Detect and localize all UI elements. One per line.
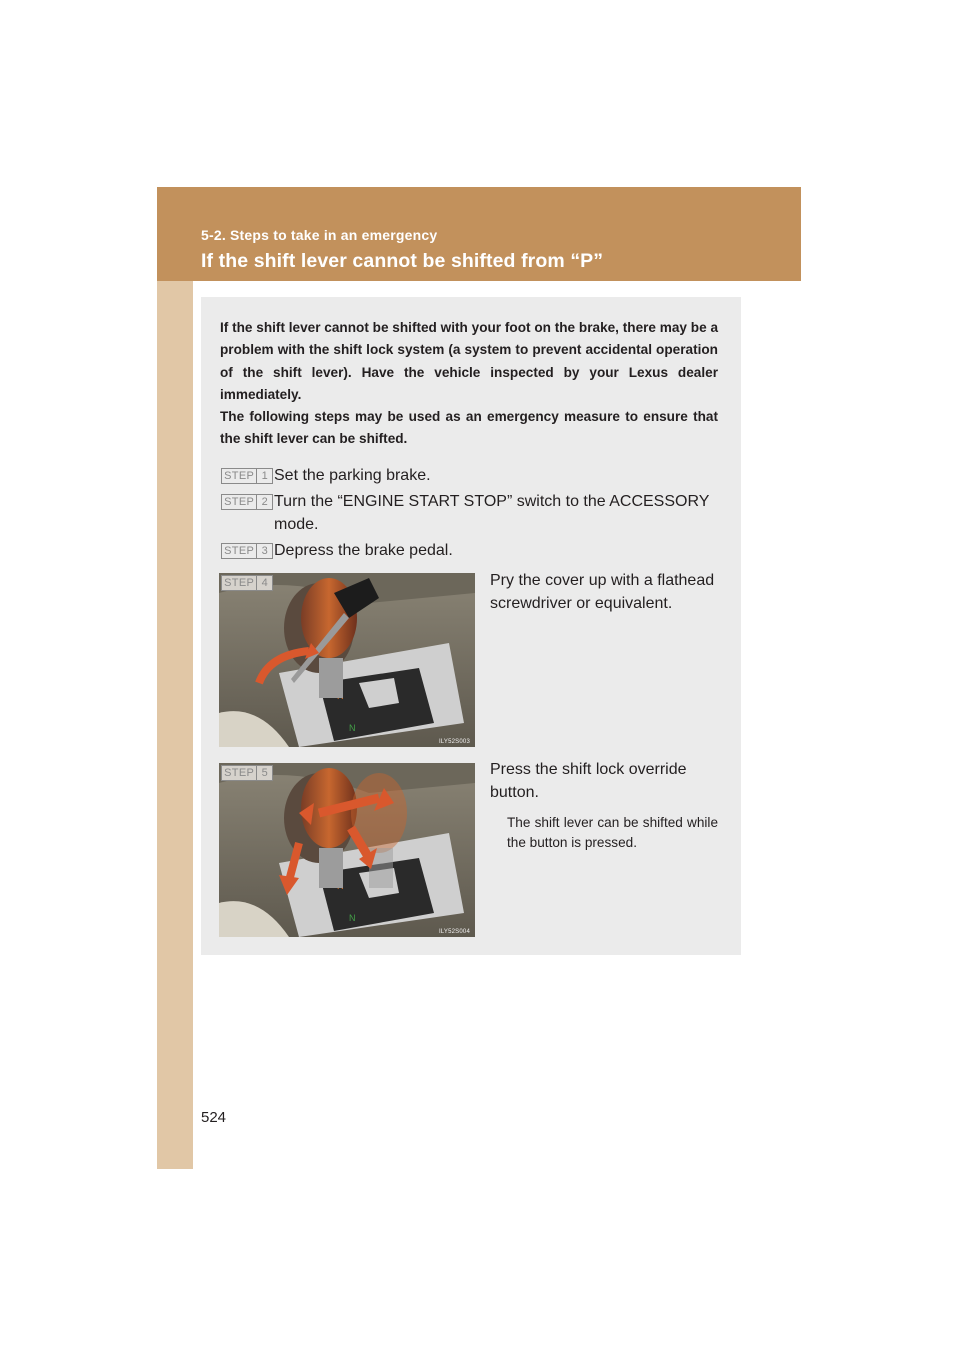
intro-paragraph-1: If the shift lever cannot be shifted with your foot on the brake, there may be a problem with the shift lock system (a system to prevent accidental operation of the shift lever). Have the vehicle inspected by your Lexus dealer immediately. — [220, 320, 718, 402]
step-word: STEP — [224, 470, 255, 482]
step-2-text: Turn the “ENGINE START STOP” switch to the ACCESSORY mode. — [274, 493, 710, 533]
step-3-text: Depress the brake pedal. — [274, 542, 453, 559]
page-number: 524 — [201, 1109, 227, 1126]
intro-paragraph-2: The following steps may be used as an emergency measure to ensure that the shift lever can be shifted. — [220, 409, 718, 447]
side-band — [157, 187, 193, 1169]
step-number: 2 — [256, 495, 272, 509]
image-code: ILY52S004 — [438, 929, 470, 935]
step-badge-5 — [221, 765, 273, 781]
step-number: 3 — [256, 544, 272, 558]
step-badge-2 — [221, 494, 273, 510]
instruction-box — [201, 297, 741, 955]
step-5-note: The shift lever can be shifted while the button is pressed. — [507, 815, 718, 850]
step-word: STEP — [224, 767, 255, 779]
step-badge-3 — [221, 543, 273, 559]
step-5-text: Press the shift lock override button. — [490, 761, 687, 801]
page-title: If the shift lever cannot be shifted from “P” — [201, 250, 604, 272]
step-4-text: Pry the cover up with a flathead screwdriver or equivalent. — [490, 572, 715, 612]
svg-text:N: N — [349, 913, 356, 923]
svg-text:N: N — [349, 723, 356, 733]
step-word: STEP — [224, 545, 255, 557]
shift-lever-illustration — [219, 763, 475, 937]
intro-text — [220, 317, 718, 451]
step-word: STEP — [224, 577, 255, 589]
step-badge-4 — [221, 575, 273, 591]
screwdriver-illustration — [219, 573, 475, 747]
step-1-text: Set the parking brake. — [274, 467, 431, 484]
step-word: STEP — [224, 496, 255, 508]
step-number: 4 — [256, 576, 272, 590]
step-number: 1 — [256, 469, 272, 483]
image-code: ILY52S003 — [438, 739, 470, 745]
section-label: 5-2. Steps to take in an emergency — [201, 227, 438, 243]
step-badge-1 — [221, 468, 273, 484]
step-number: 5 — [256, 766, 272, 780]
page-header — [157, 187, 801, 281]
